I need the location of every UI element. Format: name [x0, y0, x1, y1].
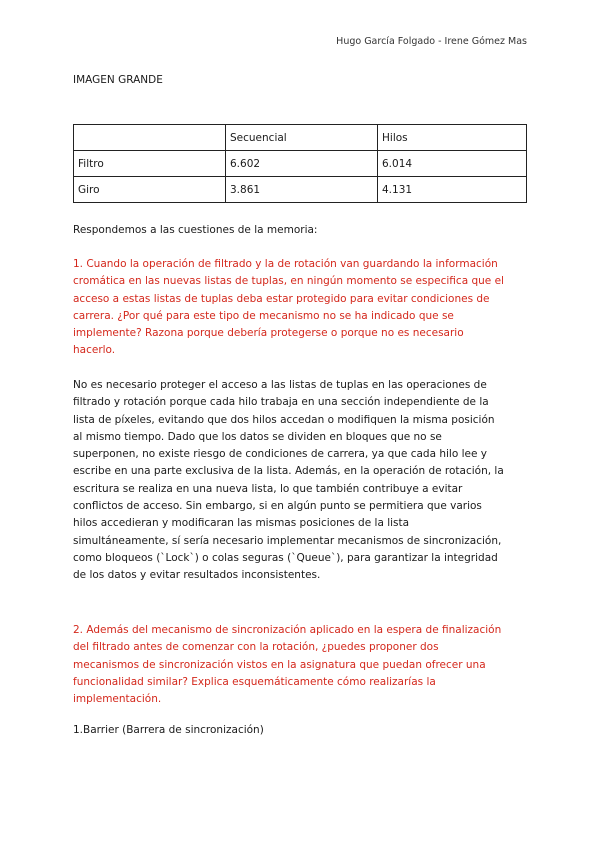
- text-line: 2. Además del mecanismo de sincronización aplicado en la espera de finalización: [73, 624, 502, 636]
- table-cell: Giro: [74, 177, 226, 203]
- text-line: escritura se realiza en una nueva lista, lo que también contribuye a evitar: [73, 482, 463, 495]
- table-cell: 4.131: [378, 177, 527, 203]
- table-row: [74, 177, 527, 203]
- table-cell: 6.602: [226, 151, 378, 177]
- table-header-row: [74, 125, 527, 151]
- table-cell: 6.014: [378, 151, 527, 177]
- text-line: hacerlo.: [73, 344, 116, 357]
- text-line: hilos accedieran y modificaran las mismas posiciones de la lista: [73, 517, 410, 530]
- text-line: implementación.: [73, 693, 162, 706]
- text-line: como bloqueos (`Lock`) o colas seguras (`Queue`), para garantizar la integridad: [73, 551, 498, 564]
- results-table: [73, 124, 527, 203]
- text-line: simultáneamente, sí sería necesario implementar mecanismos de sincronización,: [73, 534, 502, 547]
- text-line: cromática en las nuevas listas de tuplas, en ningún momento se especifica que el: [73, 275, 504, 288]
- table-cell: Filtro: [74, 151, 226, 177]
- table-cell: 3.861: [226, 177, 378, 203]
- intro-paragraph: Respondemos a las cuestiones de la memoria:: [73, 224, 318, 236]
- text-line: del filtrado antes de comenzar con la rotación, ¿puedes proponer dos: [73, 641, 439, 654]
- text-line: acceso a estas listas de tuplas deba estar protegido para evitar condiciones de: [73, 292, 490, 305]
- text-line: conflictos de acceso. Sin embargo, si en algún punto se permitiera que varios: [73, 500, 482, 513]
- text-line: funcionalidad similar? Explica esquemáticamente cómo realizarías la: [73, 675, 436, 688]
- text-line: mecanismos de sincronización vistos en la asignatura que puedan ofrecer una: [73, 658, 486, 671]
- text-line: No es necesario proteger el acceso a las listas de tuplas en las operaciones de: [73, 379, 487, 391]
- text-line: de los datos y evitar resultados inconsistentes.: [73, 569, 321, 582]
- text-line: carrera. ¿Por qué para este tipo de mecanismo no se ha indicado que se: [73, 309, 454, 322]
- text-line: superponen, no existe riesgo de condiciones de carrera, ya que cada hilo lee y: [73, 448, 487, 461]
- header-authors: Hugo García Folgado - Irene Gómez Mas: [336, 36, 527, 47]
- text-line: 1.Barrier (Barrera de sincronización): [73, 724, 264, 736]
- text-line: al mismo tiempo. Dado que los datos se dividen en bloques que no se: [73, 430, 442, 443]
- text-line: filtrado y rotación porque cada hilo trabaja en una sección independiente de la: [73, 396, 489, 409]
- question-2: [73, 622, 531, 708]
- answer-2: [73, 722, 531, 739]
- text-line: implemente? Razona porque debería protegerse o porque no es necesario: [73, 327, 464, 340]
- table-header-cell: Secuencial: [226, 125, 378, 151]
- section-title: IMAGEN GRANDE: [73, 74, 163, 86]
- question-1: [73, 256, 531, 360]
- table-header-cell: [74, 125, 226, 151]
- text-line: lista de píxeles, evitando que dos hilos accedan o modifiquen la misma posición: [73, 413, 495, 426]
- text-line: 1. Cuando la operación de filtrado y la de rotación van guardando la información: [73, 258, 498, 270]
- table-header-cell: Hilos: [378, 125, 527, 151]
- text-line: escribe en una parte exclusiva de la lista. Además, en la operación de rotación, la: [73, 465, 504, 478]
- table-row: [74, 151, 527, 177]
- answer-1: [73, 377, 531, 585]
